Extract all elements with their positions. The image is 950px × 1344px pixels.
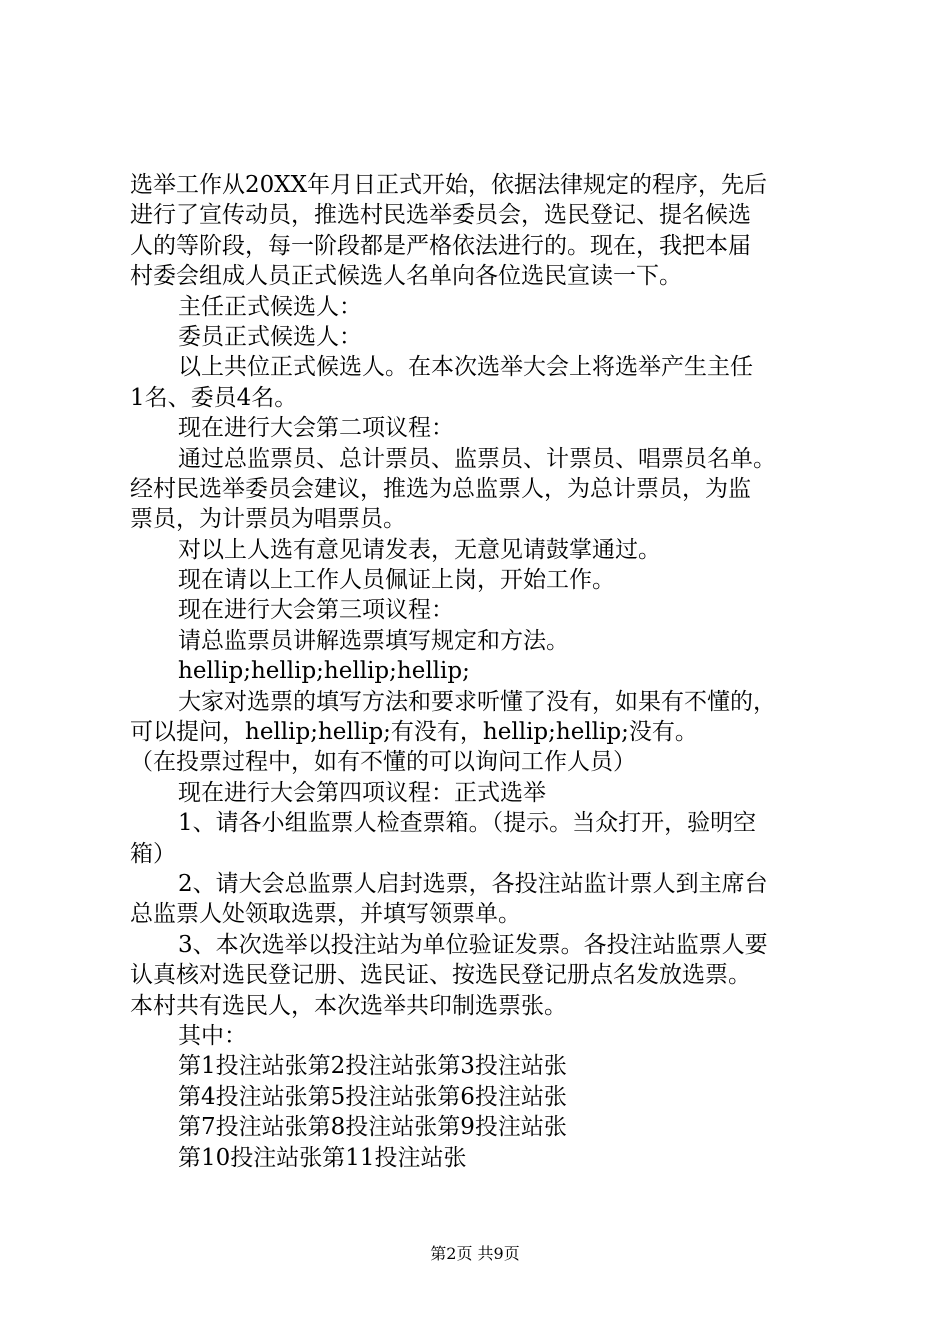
text-line: 3、本次选举以投注站为单位验证发票。各投注站监票人要 xyxy=(178,931,768,958)
text-line: 现在请以上工作人员佩证上岗，开始工作。 xyxy=(178,567,615,594)
text-line: 委员正式候选人： xyxy=(178,323,362,350)
text-line: 选举工作从20XX年月日正式开始，依据法律规定的程序，先后 xyxy=(130,172,768,198)
page-footer: 第2页 共9页 xyxy=(430,1244,520,1263)
text-line: 2、请大会总监票人启封选票，各投注站监计票人到主席台 xyxy=(178,870,768,897)
text-line: 经村民选举委员会建议，推选为总监票人，为总计票员，为监 xyxy=(130,475,751,502)
document-body xyxy=(130,170,835,1173)
text-line: 现在进行大会第二项议程： xyxy=(178,415,454,442)
text-line: 第7投注站张第8投注站张第9投注站张 xyxy=(178,1114,567,1141)
text-line: 总监票人处领取选票，并填写领票单。 xyxy=(130,901,521,928)
text-line: 通过总监票员、总计票员、监票员、计票员、唱票员名单。 xyxy=(178,445,776,472)
text-line: 请总监票员讲解选票填写规定和方法。 xyxy=(178,627,569,654)
text-line: 第4投注站张第5投注站张第6投注站张 xyxy=(178,1083,567,1110)
text-line: 票员，为计票员为唱票员。 xyxy=(130,506,406,533)
text-line: 可以提问，hellip;hellip;有没有，hellip;hellip;没有。 xyxy=(130,719,698,746)
text-line: 第10投注站张第11投注站张 xyxy=(178,1144,467,1171)
text-line: 本村共有选民人，本次选举共印制选票张。 xyxy=(130,992,567,1019)
text-line: hellip;hellip;hellip;hellip; xyxy=(178,658,470,685)
text-line: 以上共位正式候选人。在本次选举大会上将选举产生主任 xyxy=(178,354,753,381)
text-line: 认真核对选民登记册、选民证、按选民登记册点名发放选票。 xyxy=(130,962,751,989)
text-line: 对以上人选有意见请发表，无意见请鼓掌通过。 xyxy=(178,536,661,563)
text-line: 进行了宣传动员，推选村民选举委员会，选民登记、提名候选 xyxy=(130,202,751,229)
text-line: 第1投注站张第2投注站张第3投注站张 xyxy=(178,1053,567,1080)
text-line: 大家对选票的填写方法和要求听懂了没有，如果有不懂的， xyxy=(178,688,776,715)
text-line: 现在进行大会第三项议程： xyxy=(178,597,454,624)
text-line: 现在进行大会第四项议程：正式选举 xyxy=(178,779,546,806)
text-line: 主任正式候选人： xyxy=(178,293,362,320)
text-line: 其中： xyxy=(178,1022,247,1049)
text-line: 箱） xyxy=(130,840,176,867)
text-line: 1、请各小组监票人检查票箱。（提示。当众打开，验明空 xyxy=(178,810,757,837)
text-line: 村委会组成人员正式候选人名单向各位选民宣读一下。 xyxy=(130,263,682,290)
text-line: 1名、委员4名。 xyxy=(130,384,298,411)
text-line: 人的等阶段，每一阶段都是严格依法进行的。现在，我把本届 xyxy=(130,232,751,259)
text-line: （在投票过程中，如有不懂的可以询问工作人员） xyxy=(130,749,636,776)
